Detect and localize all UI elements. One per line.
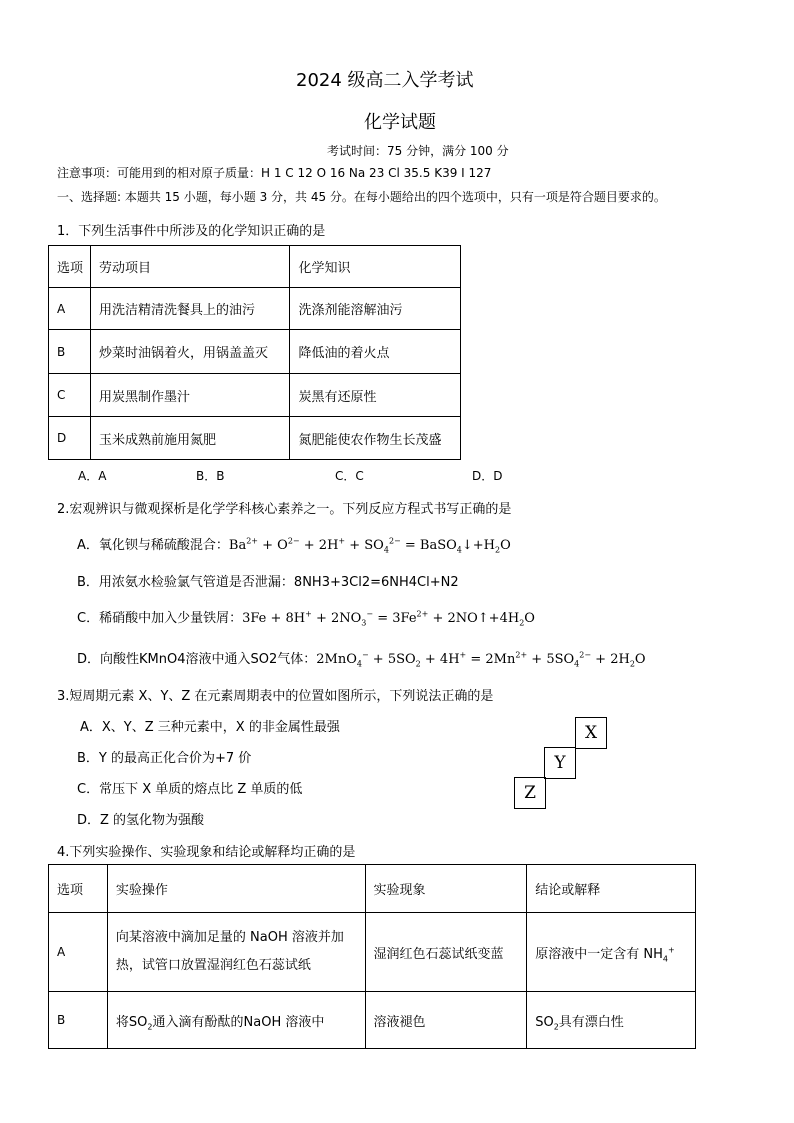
table-cell: C	[49, 374, 91, 417]
q1-table	[48, 245, 461, 460]
header-cell: 实验现象	[365, 865, 527, 913]
q2-option-d-equation: $2MnO_4^- + 5SO_2 + 4H^+ = 2Mn^{2+} + 5SO_4^{2-} + 2H_2O$	[316, 650, 646, 669]
periodic-cell-z: Z	[514, 777, 546, 809]
q3-stem: 3.短周期元素 X、Y、Z 在元素周期表中的位置如图所示，下列说法正确的是	[57, 689, 494, 704]
q2-option-c-equation: $3Fe + 8H^+ + 2NO_3^- = 3Fe^{2+}$ + $2NO↑+4H_2O$	[242, 609, 535, 628]
table-cell: 将$SO_2$通入滴有酚酞的NaOH 溶液中	[107, 992, 365, 1049]
table-row	[49, 992, 696, 1049]
table-cell: B	[49, 992, 108, 1049]
table-cell: A	[49, 288, 91, 330]
q1-stem: 1．下列生活事件中所涉及的化学知识正确的是	[57, 224, 326, 239]
q1-option-a: A．A	[78, 469, 107, 483]
table-cell: 用洗洁精清洗餐具上的油污	[90, 288, 290, 330]
table-cell: D	[49, 417, 91, 460]
exam-info: 考试时间：75 分钟，满分 100 分	[327, 144, 509, 158]
subject-title: 化学试题	[364, 112, 436, 133]
table-row	[49, 417, 461, 460]
table-cell: A	[49, 913, 108, 992]
table-row	[49, 246, 461, 288]
q2-option-a-label: A．氧化钡与稀硫酸混合：	[77, 538, 229, 553]
header-cell: 选项	[49, 246, 91, 288]
table-cell: 洗涤剂能溶解油污	[290, 288, 461, 330]
notes: 注意事项：可能用到的相对原子质量：H 1 C 12 O 16 Na 23 Cl 35.5 K39 I 127	[57, 166, 492, 180]
q2-option-d	[77, 648, 646, 667]
table-cell: B	[49, 330, 91, 374]
table-cell: 炒菜时油锅着火，用锅盖盖灭	[90, 330, 290, 374]
table-row	[49, 865, 696, 913]
q2-stem: 2.宏观辨识与微观探析是化学学科核心素养之一。下列反应方程式书写正确的是	[57, 502, 512, 517]
periodic-cell-y: Y	[544, 747, 576, 779]
q2-option-b-equation: 8NH3+3Cl2=6NH4Cl+N2	[293, 575, 459, 590]
q2-option-c-label: C．稀硝酸中加入少量铁屑：	[77, 611, 243, 626]
table-cell: 湿润红色石蕊试纸变蓝	[365, 913, 527, 992]
table-row	[49, 374, 461, 417]
table-row	[49, 330, 461, 374]
exam-title: 2024 级高二入学考试	[296, 70, 474, 91]
q2-option-d-label: D．向酸性KMnO4溶液中通入SO2气体：	[77, 652, 317, 667]
periodic-cell-x: X	[575, 717, 607, 749]
header-cell: 结论或解释	[527, 865, 696, 913]
table-row	[49, 913, 696, 992]
q1-option-b: B．B	[196, 469, 225, 483]
table-cell	[107, 913, 365, 992]
operation-line: 热，试管口放置湿润红色石蕊试纸	[115, 958, 311, 973]
q3-option-d: D．Z 的氢化物为强酸	[77, 813, 205, 828]
table-cell: 降低油的着火点	[290, 330, 461, 374]
q2-option-b-label: B．用浓氨水检验氯气管道是否泄漏：	[77, 575, 294, 590]
table-cell: 氮肥能使农作物生长茂盛	[290, 417, 461, 460]
q1-option-c: C．C	[335, 469, 364, 483]
q2-option-a-equation: $Ba^{2+} + O^{2-} + 2H^+ + SO_4^{2-}$ = $BaSO_4↓+H_2O$	[228, 536, 511, 555]
q1-option-d: D．D	[472, 469, 503, 483]
header-cell: 选项	[49, 865, 108, 913]
header-cell: 实验操作	[107, 865, 365, 913]
header-cell: 化学知识	[290, 246, 461, 288]
table-cell: 炭黑有还原性	[290, 374, 461, 417]
q4-table	[48, 864, 696, 1049]
table-row	[49, 288, 461, 330]
table-cell: 用炭黑制作墨汁	[90, 374, 290, 417]
q4-stem: 4.下列实验操作、实验现象和结论或解释均正确的是	[57, 845, 356, 860]
header-cell: 劳动项目	[90, 246, 290, 288]
table-cell: 玉米成熟前施用氮肥	[90, 417, 290, 460]
q3-option-b: B．Y 的最高正化合价为+7 价	[77, 751, 252, 766]
q2-option-b	[77, 571, 459, 590]
section-heading: 一、选择题: 本题共 15 小题，每小题 3 分，共 45 分。在每小题给出的四个选项中，只有一项是符合题目要求的。	[57, 190, 666, 204]
table-cell: 原溶液中一定含有 $NH_4^+$	[527, 913, 696, 992]
table-cell: $SO_2$具有漂白性	[527, 992, 696, 1049]
q2-option-a	[77, 534, 511, 553]
operation-line: 向某溶液中滴加足量的 NaOH 溶液并加	[115, 930, 344, 945]
table-cell: 溶液褪色	[365, 992, 527, 1049]
q3-option-c: C．常压下 X 单质的熔点比 Z 单质的低	[77, 782, 303, 797]
q3-option-a: A．X、Y、Z 三种元素中，X 的非金属性最强	[80, 720, 340, 735]
q2-option-c	[77, 607, 535, 626]
